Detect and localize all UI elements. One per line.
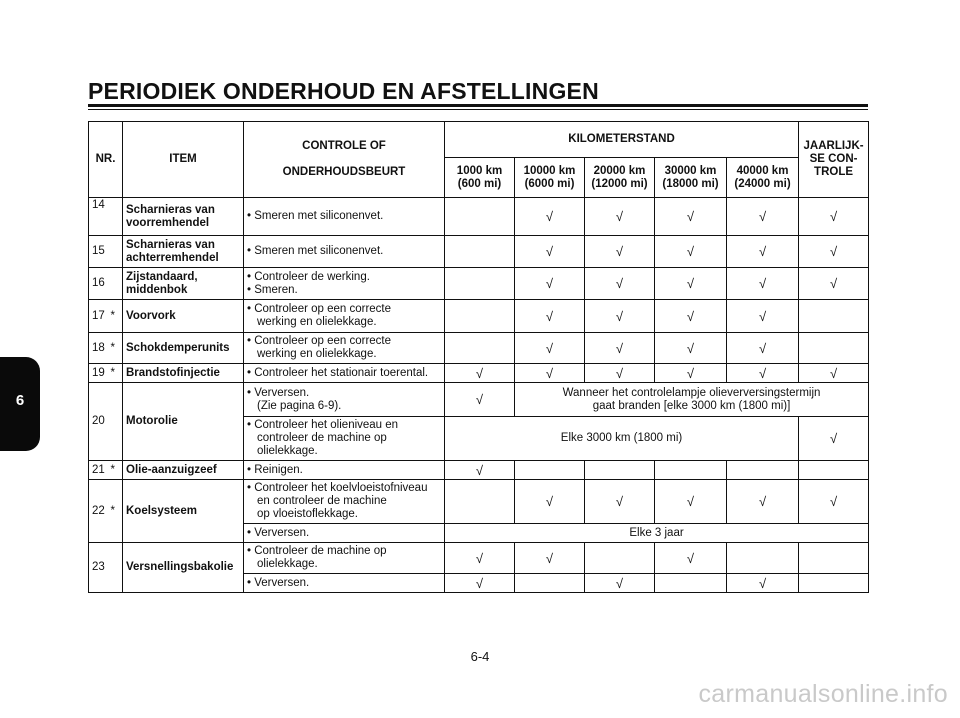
check-cell: √ [515,333,585,364]
check-cell: √ [799,417,869,461]
check-cell: √ [799,480,869,524]
table-row [89,543,869,574]
check-cell: √ [445,364,515,383]
check-cell [655,574,727,593]
check-cell [799,333,869,364]
row-control [244,543,445,574]
header-control-line1: CONTROLE OF [302,140,386,152]
table-row [89,364,869,383]
maintenance-table [88,121,869,593]
interval-note [515,383,869,417]
table-row [89,300,869,333]
row-nr: 21 [89,461,111,480]
check-cell: √ [799,364,869,383]
check-cell: √ [727,364,799,383]
check-cell: √ [655,198,727,236]
control-line: • Verversen. [247,386,310,399]
interval-text: Elke 3000 km (1800 mi) [445,417,799,461]
note-line: Wanneer het controlelampje olieverversingstermijn [562,386,821,399]
check-cell: √ [585,480,655,524]
check-cell [445,198,515,236]
table-row [89,461,869,480]
control-line: olielekkage. [257,445,318,457]
control-line: • Controleer de werking. [247,270,370,283]
check-cell [727,461,799,480]
title-rule-thin [88,109,868,110]
row-star [111,198,123,236]
check-cell [515,574,585,593]
control-line: • Controleer het koelvloeistofniveau [247,482,428,494]
check-cell: √ [585,364,655,383]
check-cell: √ [727,333,799,364]
check-cell: √ [585,268,655,300]
row-item: Voorvork [123,300,244,333]
check-cell: √ [585,333,655,364]
row-nr: 15 [89,236,111,268]
control-line: op vloeistoflekkage. [257,508,359,520]
row-control [244,333,445,364]
check-cell [445,268,515,300]
check-cell: √ [799,236,869,268]
header-km-2 [515,158,585,198]
check-cell: √ [655,364,727,383]
check-cell [445,236,515,268]
row-star [111,383,123,461]
check-cell: √ [655,300,727,333]
check-cell [799,574,869,593]
row-item: Motorolie [123,383,244,461]
check-cell: √ [655,268,727,300]
check-cell: √ [655,480,727,524]
table-row [89,333,869,364]
check-cell: √ [727,236,799,268]
check-cell: √ [515,268,585,300]
row-control: • Reinigen. [244,461,445,480]
header-item: ITEM [123,122,244,198]
check-cell [799,461,869,480]
header-km-group: KILOMETERSTAND [445,122,799,158]
control-line: • Smeren. [247,283,298,296]
control-line: controleer de machine op [257,432,387,444]
control-line: • Controleer de machine op [247,545,387,557]
row-star: * [111,333,123,364]
check-cell: √ [585,236,655,268]
row-control: • Verversen. [244,524,445,543]
km-value: 30000 km [664,164,717,177]
row-control [244,383,445,417]
header-km-3 [585,158,655,198]
check-cell: √ [727,198,799,236]
table-row [89,236,869,268]
title-rule [88,104,868,107]
row-nr: 16 [89,268,111,300]
row-item: Brandstofinjectie [123,364,244,383]
table-row [89,198,869,236]
row-star [111,268,123,300]
check-cell [655,461,727,480]
check-cell: √ [515,198,585,236]
chapter-number: 6 [15,392,25,409]
row-item: Schokdemperunits [123,333,244,364]
header-control-line2: ONDERHOUDSBEURT [282,166,406,178]
mi-value: (12000 mi) [591,177,648,190]
control-line: • Controleer het olieniveau en [247,419,399,431]
check-cell: √ [445,461,515,480]
mi-value: (600 mi) [457,177,502,190]
row-control [244,417,445,461]
row-control: • Smeren met siliconenvet. [244,236,445,268]
page-number: 6-4 [470,649,490,664]
check-cell: √ [727,574,799,593]
row-star: * [111,480,123,543]
header-control [244,122,445,198]
check-cell: √ [515,480,585,524]
control-line: en controleer de machine [257,495,387,507]
control-line: • Controleer op een correcte [247,303,392,315]
check-cell: √ [655,236,727,268]
check-cell [445,333,515,364]
km-value: 20000 km [593,164,646,177]
check-cell [445,300,515,333]
mi-value: (18000 mi) [662,177,719,190]
check-cell [585,543,655,574]
row-nr: 17 [89,300,111,333]
interval-text: Elke 3 jaar [445,524,869,543]
check-cell: √ [445,574,515,593]
check-cell [799,543,869,574]
check-cell [727,543,799,574]
row-star: * [111,364,123,383]
row-nr: 23 [89,543,111,593]
check-cell: √ [445,383,515,417]
check-cell: √ [799,268,869,300]
km-value: 40000 km [736,164,789,177]
control-line: olielekkage. [257,558,318,570]
row-item: Versnellingsbakolie [123,543,244,593]
check-cell: √ [655,333,727,364]
row-star: * [111,461,123,480]
watermark: carmanualsonline.info [698,680,948,708]
note-line: gaat branden [elke 3000 km (1800 mi)] [592,399,791,412]
check-cell: √ [727,300,799,333]
row-control: • Smeren met siliconenvet. [244,198,445,236]
row-item: Scharnieras van achterremhendel [123,236,244,268]
header-km-5 [727,158,799,198]
check-cell: √ [445,543,515,574]
header-km-4 [655,158,727,198]
mi-value: (24000 mi) [734,177,791,190]
check-cell: √ [727,480,799,524]
row-item: Zijstandaard, middenbok [123,268,244,300]
row-control [244,480,445,524]
row-control [244,268,445,300]
chapter-tab [0,357,40,451]
row-control: • Controleer het stationair toerental. [244,364,445,383]
check-cell: √ [515,236,585,268]
check-cell: √ [655,543,727,574]
control-line: werking en olielekkage. [257,316,377,328]
check-cell: √ [515,543,585,574]
row-item: Olie-aanzuigzeef [123,461,244,480]
row-nr: 18 [89,333,111,364]
check-cell [799,300,869,333]
check-cell: √ [727,268,799,300]
row-nr: 20 [89,383,111,461]
page-title: PERIODIEK ONDERHOUD EN AFSTELLINGEN [88,78,599,104]
row-item: Koelsysteem [123,480,244,543]
table-row [89,383,869,417]
table-row [89,268,869,300]
mi-value: (6000 mi) [524,177,575,190]
check-cell: √ [799,198,869,236]
row-star [111,236,123,268]
table-row [89,480,869,524]
check-cell [585,461,655,480]
check-cell: √ [515,300,585,333]
control-line: (Zie pagina 6-9). [257,399,342,412]
row-nr: 19 [89,364,111,383]
row-star [111,543,123,593]
control-line: werking en olielekkage. [257,348,377,360]
check-cell: √ [585,198,655,236]
check-cell: √ [585,300,655,333]
row-control [244,300,445,333]
check-cell [515,461,585,480]
row-star: * [111,300,123,333]
row-nr: 22 [89,480,111,543]
row-nr: 14 [89,198,111,236]
control-line: • Controleer op een correcte [247,335,392,347]
row-control: • Verversen. [244,574,445,593]
header-yearly: JAARLIJK-SE CON-TROLE [799,122,869,198]
check-cell: √ [515,364,585,383]
check-cell [445,480,515,524]
check-cell: √ [585,574,655,593]
row-item: Scharnieras van voorremhendel [123,198,244,236]
km-value: 10000 km [523,164,576,177]
header-km-1 [445,158,515,198]
header-nr: NR. [89,122,123,198]
km-value: 1000 km [456,164,503,177]
